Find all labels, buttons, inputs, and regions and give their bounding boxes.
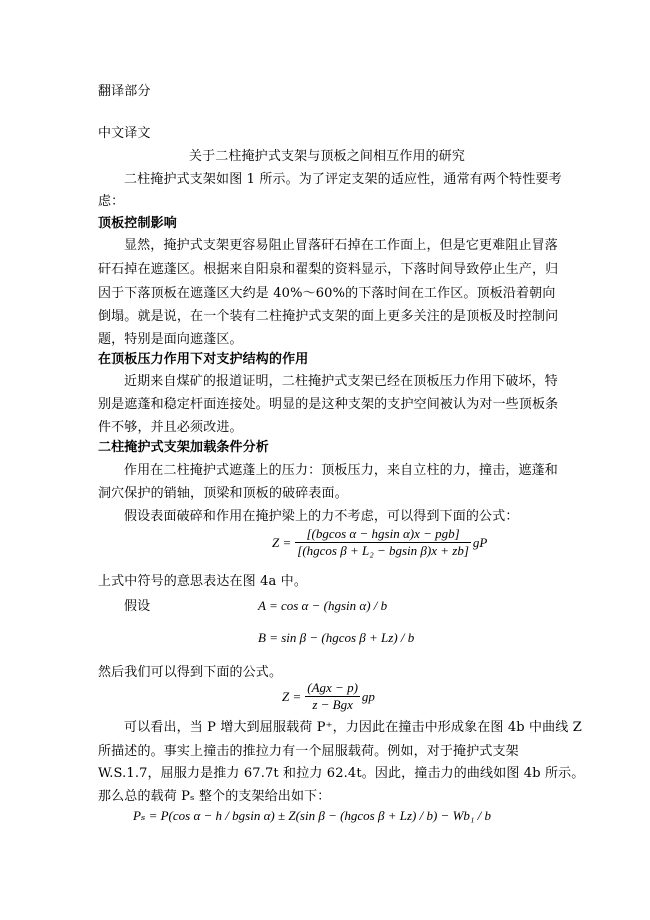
paragraph-line: W.S.1.7，屈服力是推力 67.7t 和拉力 62.4t。因此，撞击力的曲线如图 4b 所示。 <box>98 766 585 781</box>
formula-denominator: [(hgcos β + L₂ − bgsin β)x + zb] <box>297 543 469 558</box>
document-title: 关于二柱掩护式支架与顶板之间相互作用的研究 <box>188 149 466 164</box>
formula-rhs: gP <box>472 534 488 550</box>
paragraph-line: 件不够，并且必须改进。 <box>98 420 243 435</box>
formula-b: B = sin β − (hgcos β + Lz) / b <box>258 630 415 645</box>
formula-z-simplified <box>282 680 375 713</box>
paragraph-line: 倒塌。就是说，在一个装有二柱掩护式支架的面上更多关注的是顶板及时控制问 <box>98 309 559 324</box>
paragraph-line: 因于下落顶板在遮蓬区大约是 40%～60%的下落时间在工作区。顶板沿着朝向 <box>98 286 556 301</box>
intro-line-2: 虑： <box>98 194 125 209</box>
section-label: 翻译部分 <box>98 84 151 99</box>
paragraph-line: 那么总的载荷 Pₛ 整个的支架给出如下： <box>98 789 331 804</box>
formula-lhs: Z = <box>272 534 292 550</box>
paragraph-line: 作用在二柱掩护式遮蓬上的压力：顶板压力，来自立柱的力，撞击，遮蓬和 <box>124 463 558 478</box>
assume-label: 假设 <box>124 599 151 614</box>
formula-fraction <box>305 680 360 713</box>
formula-z-load <box>272 526 487 559</box>
paragraph-line: 上式中符号的意思表达在图 4a 中。 <box>98 574 307 589</box>
paragraph-line: 别是遮蓬和稳定杆面连接处。明显的是这种支架的支护空间被认为对一些顶板条 <box>98 397 559 412</box>
paragraph-line: 矸石掉在遮蓬区。根据来自阳泉和翟梨的资料显示，下落时间导致停止生产，归 <box>98 262 559 277</box>
formula-denominator: z − Bgx <box>312 697 353 712</box>
paragraph-line: 所描述的。事实上撞击的推拉力有一个屈服载荷。例如，对于掩护式支架 <box>98 744 519 759</box>
paragraph-line: 假设表面破碎和作用在掩护梁上的力不考虑，可以得到下面的公式： <box>124 509 519 524</box>
paragraph-line: 可以看出，当 P 增大到屈服载荷 P⁺，力因此在撞击中形成象在图 4b 中曲线 Z <box>124 720 582 735</box>
formula-numerator: [(bgcos α − hgsin α)x − pgb] <box>295 526 471 543</box>
formula-total-load: Pₛ = P(cos α − h / bgsin α) ± Z(sin β − (hgcos β + Lz) / b) − Wb₁ / b <box>133 808 492 823</box>
formula-rhs: gp <box>361 688 375 704</box>
chinese-translation-label: 中文译文 <box>98 126 151 141</box>
formula-a: A = cos α − (hgsin α) / b <box>258 598 388 613</box>
heading-loading-analysis: 二柱掩护式支架加载条件分析 <box>98 440 269 455</box>
paragraph-line: 显然，掩护式支架更容易阻止冒落矸石掉在工作面上，但是它更难阻止冒落 <box>124 238 558 253</box>
paragraph-line: 洞穴保护的销轴，顶梁和顶板的破碎表面。 <box>98 486 348 501</box>
formula-numerator: (Agx − p) <box>307 680 358 695</box>
heading-support-structure: 在顶板压力作用下对支护结构的作用 <box>98 352 309 367</box>
intro-line-1: 二柱掩护式支架如图 1 所示。为了评定支架的适应性，通常有两个特性要考 <box>124 172 562 187</box>
formula-lhs: Z = <box>282 688 302 704</box>
paragraph-line: 近期来自煤矿的报道证明，二柱掩护式支架已经在顶板压力作用下破坏，特 <box>124 374 558 389</box>
formula-fraction <box>295 526 471 559</box>
paragraph-line: 然后我们可以得到下面的公式。 <box>98 665 283 680</box>
heading-roof-control: 顶板控制影响 <box>98 216 177 231</box>
paragraph-line: 题，特别是面向遮蓬区。 <box>98 332 243 347</box>
